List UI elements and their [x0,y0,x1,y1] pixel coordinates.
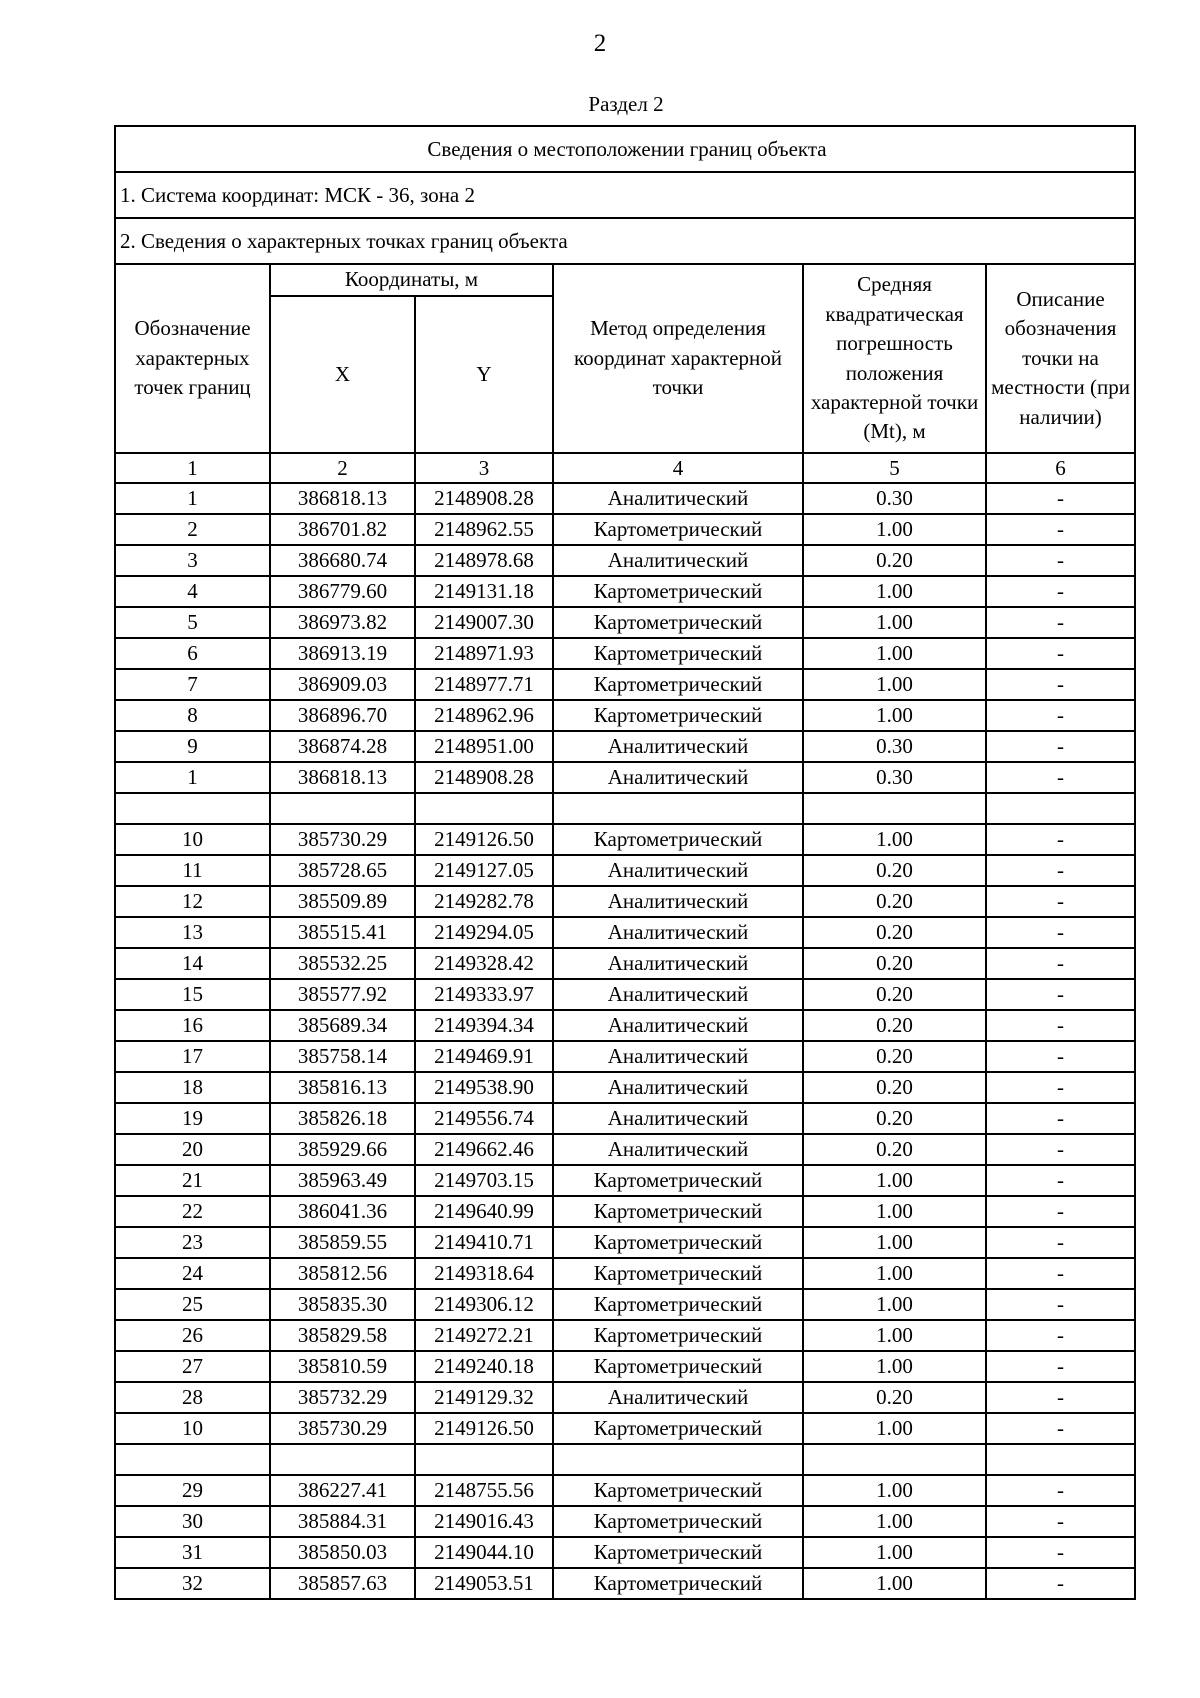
point-id: 24 [115,1258,270,1289]
method: Аналитический [553,545,803,576]
description: - [986,1537,1135,1568]
coord-y: 2149272.21 [415,1320,553,1351]
coord-x: 385884.31 [270,1506,415,1537]
error: 0.20 [803,855,986,886]
coord-y: 2149294.05 [415,917,553,948]
description: - [986,638,1135,669]
description: - [986,886,1135,917]
point-id: 8 [115,700,270,731]
error: 1.00 [803,1196,986,1227]
description: - [986,607,1135,638]
description: - [986,731,1135,762]
description: - [986,1010,1135,1041]
method: Аналитический [553,917,803,948]
method: Картометрический [553,1413,803,1444]
description: - [986,948,1135,979]
error: 1.00 [803,514,986,545]
coord-x: 385758.14 [270,1041,415,1072]
table-row [115,1165,1135,1196]
method: Аналитический [553,762,803,793]
coord-x: 386913.19 [270,638,415,669]
description: - [986,514,1135,545]
table-row [115,917,1135,948]
table-row [115,855,1135,886]
error: 0.20 [803,1382,986,1413]
description: - [986,1382,1135,1413]
point-id: 32 [115,1568,270,1599]
table-row [115,1413,1135,1444]
point-id: 27 [115,1351,270,1382]
method: Аналитический [553,731,803,762]
description: - [986,669,1135,700]
error: 1.00 [803,824,986,855]
description: - [986,979,1135,1010]
empty-cell [986,793,1135,824]
coord-y: 2149394.34 [415,1010,553,1041]
coord-x: 386818.13 [270,483,415,514]
error: 0.30 [803,762,986,793]
description: - [986,1351,1135,1382]
method: Картометрический [553,576,803,607]
table-row [115,1382,1135,1413]
error: 1.00 [803,1227,986,1258]
coord-x: 385929.66 [270,1134,415,1165]
description: - [986,1227,1135,1258]
empty-cell [553,1444,803,1475]
coord-x: 385689.34 [270,1010,415,1041]
group-separator [115,793,1135,824]
header-x: X [270,296,415,453]
error: 0.20 [803,886,986,917]
table-row [115,1134,1135,1165]
description: - [986,1041,1135,1072]
coord-x: 385963.49 [270,1165,415,1196]
coord-x: 386680.74 [270,545,415,576]
point-id: 1 [115,483,270,514]
boundary-points-table [114,125,1136,1600]
method: Картометрический [553,1289,803,1320]
description: - [986,700,1135,731]
coord-y: 2148908.28 [415,762,553,793]
empty-cell [270,1444,415,1475]
column-number: 5 [803,453,986,483]
coord-y: 2149538.90 [415,1072,553,1103]
coord-x: 386041.36 [270,1196,415,1227]
coord-x: 385816.13 [270,1072,415,1103]
header-error: Средняя квадратическая погрешность положения характерной точки (Mt), м [803,264,986,453]
description: - [986,1072,1135,1103]
coord-x: 385810.59 [270,1351,415,1382]
method: Картометрический [553,1196,803,1227]
coord-x: 386909.03 [270,669,415,700]
point-id: 16 [115,1010,270,1041]
coord-y: 2149240.18 [415,1351,553,1382]
method: Картометрический [553,824,803,855]
coord-x: 385829.58 [270,1320,415,1351]
table-row [115,700,1135,731]
coord-x: 386779.60 [270,576,415,607]
point-id: 11 [115,855,270,886]
coord-x: 385730.29 [270,1413,415,1444]
method: Картометрический [553,1351,803,1382]
table-row [115,1506,1135,1537]
error: 1.00 [803,1258,986,1289]
error: 1.00 [803,1568,986,1599]
point-id: 12 [115,886,270,917]
description: - [986,576,1135,607]
empty-cell [270,793,415,824]
description: - [986,917,1135,948]
coord-y: 2148951.00 [415,731,553,762]
error: 1.00 [803,576,986,607]
table-row [115,607,1135,638]
coord-y: 2149703.15 [415,1165,553,1196]
table-row [115,576,1135,607]
point-id: 22 [115,1196,270,1227]
coord-y: 2149053.51 [415,1568,553,1599]
point-id: 3 [115,545,270,576]
method: Аналитический [553,886,803,917]
description: - [986,824,1135,855]
description: - [986,855,1135,886]
column-number: 6 [986,453,1135,483]
table-row [115,762,1135,793]
error: 0.20 [803,545,986,576]
error: 1.00 [803,1537,986,1568]
table-row [115,1289,1135,1320]
point-id: 2 [115,514,270,545]
table-row [115,669,1135,700]
method: Картометрический [553,669,803,700]
point-id: 6 [115,638,270,669]
error: 0.30 [803,483,986,514]
table-title: Сведения о местоположении границ объекта [115,126,1135,172]
table-row [115,638,1135,669]
empty-cell [115,793,270,824]
coord-x: 385730.29 [270,824,415,855]
coord-y: 2148962.55 [415,514,553,545]
point-id: 25 [115,1289,270,1320]
coord-y: 2149127.05 [415,855,553,886]
method: Аналитический [553,948,803,979]
point-id: 7 [115,669,270,700]
description: - [986,1103,1135,1134]
point-id: 1 [115,762,270,793]
column-number: 1 [115,453,270,483]
error: 0.20 [803,1010,986,1041]
method: Картометрический [553,1227,803,1258]
coord-x: 386896.70 [270,700,415,731]
coord-y: 2149333.97 [415,979,553,1010]
point-id: 10 [115,1413,270,1444]
error: 1.00 [803,1413,986,1444]
coord-y: 2149016.43 [415,1506,553,1537]
table-row [115,1010,1135,1041]
table-row [115,1041,1135,1072]
header-coordinates: Координаты, м [270,264,553,296]
point-id: 26 [115,1320,270,1351]
coord-x: 385857.63 [270,1568,415,1599]
coord-x: 385532.25 [270,948,415,979]
error: 1.00 [803,1320,986,1351]
error: 1.00 [803,1289,986,1320]
point-id: 4 [115,576,270,607]
empty-cell [553,793,803,824]
point-id: 28 [115,1382,270,1413]
method: Аналитический [553,1382,803,1413]
method: Картометрический [553,1165,803,1196]
description: - [986,1258,1135,1289]
description: - [986,1413,1135,1444]
coord-y: 2149126.50 [415,824,553,855]
point-id: 29 [115,1475,270,1506]
description: - [986,1289,1135,1320]
coord-y: 2149410.71 [415,1227,553,1258]
point-id: 21 [115,1165,270,1196]
header-y: Y [415,296,553,453]
method: Картометрический [553,638,803,669]
method: Картометрический [553,1568,803,1599]
coord-x: 385850.03 [270,1537,415,1568]
point-id: 10 [115,824,270,855]
error: 0.20 [803,917,986,948]
coord-y: 2148755.56 [415,1475,553,1506]
point-id: 18 [115,1072,270,1103]
point-id: 14 [115,948,270,979]
coord-x: 385732.29 [270,1382,415,1413]
point-id: 5 [115,607,270,638]
coord-y: 2149328.42 [415,948,553,979]
coord-x: 386973.82 [270,607,415,638]
error: 1.00 [803,1351,986,1382]
method: Картометрический [553,1475,803,1506]
coordinate-system: 1. Система координат: МСК - 36, зона 2 [115,172,1135,218]
description: - [986,1165,1135,1196]
description: - [986,1475,1135,1506]
coord-x: 386874.28 [270,731,415,762]
method: Аналитический [553,1134,803,1165]
table-row [115,1568,1135,1599]
column-number: 3 [415,453,553,483]
table-row [115,514,1135,545]
page-number: 2 [593,30,607,57]
description: - [986,545,1135,576]
header-designation: Обозначение характерных точек границ [115,264,270,453]
coord-x: 385826.18 [270,1103,415,1134]
table-row [115,1475,1135,1506]
coord-y: 2148971.93 [415,638,553,669]
table-row [115,824,1135,855]
coord-x: 385835.30 [270,1289,415,1320]
description: - [986,1134,1135,1165]
point-id: 9 [115,731,270,762]
table-row [115,545,1135,576]
table-row [115,731,1135,762]
error: 1.00 [803,607,986,638]
coord-x: 386227.41 [270,1475,415,1506]
point-id: 19 [115,1103,270,1134]
coord-x: 385859.55 [270,1227,415,1258]
method: Картометрический [553,607,803,638]
description: - [986,1196,1135,1227]
table-row [115,1072,1135,1103]
empty-cell [803,1444,986,1475]
error: 0.20 [803,1134,986,1165]
empty-cell [415,1444,553,1475]
point-id: 13 [115,917,270,948]
error: 0.20 [803,948,986,979]
header-description: Описание обозначения точки на местности (при наличии) [986,264,1135,453]
coord-y: 2149282.78 [415,886,553,917]
error: 1.00 [803,1165,986,1196]
coord-y: 2148977.71 [415,669,553,700]
coord-x: 385509.89 [270,886,415,917]
error: 1.00 [803,1475,986,1506]
method: Картометрический [553,514,803,545]
table-row [115,948,1135,979]
description: - [986,1506,1135,1537]
description: - [986,1568,1135,1599]
method: Аналитический [553,1041,803,1072]
coord-x: 386818.13 [270,762,415,793]
table-row [115,1103,1135,1134]
empty-cell [803,793,986,824]
coord-y: 2148908.28 [415,483,553,514]
coord-x: 385728.65 [270,855,415,886]
description: - [986,762,1135,793]
coord-y: 2149556.74 [415,1103,553,1134]
point-id: 17 [115,1041,270,1072]
coord-y: 2149306.12 [415,1289,553,1320]
coord-y: 2149640.99 [415,1196,553,1227]
column-number: 2 [270,453,415,483]
empty-cell [986,1444,1135,1475]
point-id: 15 [115,979,270,1010]
empty-cell [415,793,553,824]
method: Аналитический [553,1010,803,1041]
section-label: Раздел 2 [588,92,664,116]
error: 1.00 [803,669,986,700]
coord-x: 385812.56 [270,1258,415,1289]
coord-y: 2149318.64 [415,1258,553,1289]
method: Аналитический [553,483,803,514]
coord-y: 2148962.96 [415,700,553,731]
empty-cell [115,1444,270,1475]
error: 0.20 [803,979,986,1010]
description: - [986,1320,1135,1351]
table-row [115,483,1135,514]
point-id: 23 [115,1227,270,1258]
description: - [986,483,1135,514]
group-separator [115,1444,1135,1475]
error: 1.00 [803,700,986,731]
method: Картометрический [553,1320,803,1351]
error: 1.00 [803,1506,986,1537]
table-row [115,1351,1135,1382]
point-id: 31 [115,1537,270,1568]
table-row [115,886,1135,917]
table-row [115,1227,1135,1258]
coord-y: 2148978.68 [415,545,553,576]
table-row [115,1320,1135,1351]
method: Картометрический [553,1506,803,1537]
error: 1.00 [803,638,986,669]
points-caption: 2. Сведения о характерных точках границ объекта [115,218,1135,264]
method: Аналитический [553,855,803,886]
error: 0.30 [803,731,986,762]
column-number: 4 [553,453,803,483]
coord-y: 2149662.46 [415,1134,553,1165]
coord-y: 2149131.18 [415,576,553,607]
coord-x: 385577.92 [270,979,415,1010]
error: 0.20 [803,1041,986,1072]
method: Аналитический [553,979,803,1010]
table-row [115,1537,1135,1568]
point-id: 20 [115,1134,270,1165]
error: 0.20 [803,1103,986,1134]
method: Аналитический [553,1072,803,1103]
table-row [115,979,1135,1010]
coord-y: 2149007.30 [415,607,553,638]
method: Картометрический [553,1537,803,1568]
header-method: Метод определения координат характерной точки [553,264,803,453]
method: Аналитический [553,1103,803,1134]
coord-x: 386701.82 [270,514,415,545]
coord-y: 2149044.10 [415,1537,553,1568]
error: 0.20 [803,1072,986,1103]
point-id: 30 [115,1506,270,1537]
coord-x: 385515.41 [270,917,415,948]
table-row [115,1196,1135,1227]
coord-y: 2149469.91 [415,1041,553,1072]
coord-y: 2149126.50 [415,1413,553,1444]
method: Картометрический [553,700,803,731]
table-row [115,1258,1135,1289]
method: Картометрический [553,1258,803,1289]
coord-y: 2149129.32 [415,1382,553,1413]
